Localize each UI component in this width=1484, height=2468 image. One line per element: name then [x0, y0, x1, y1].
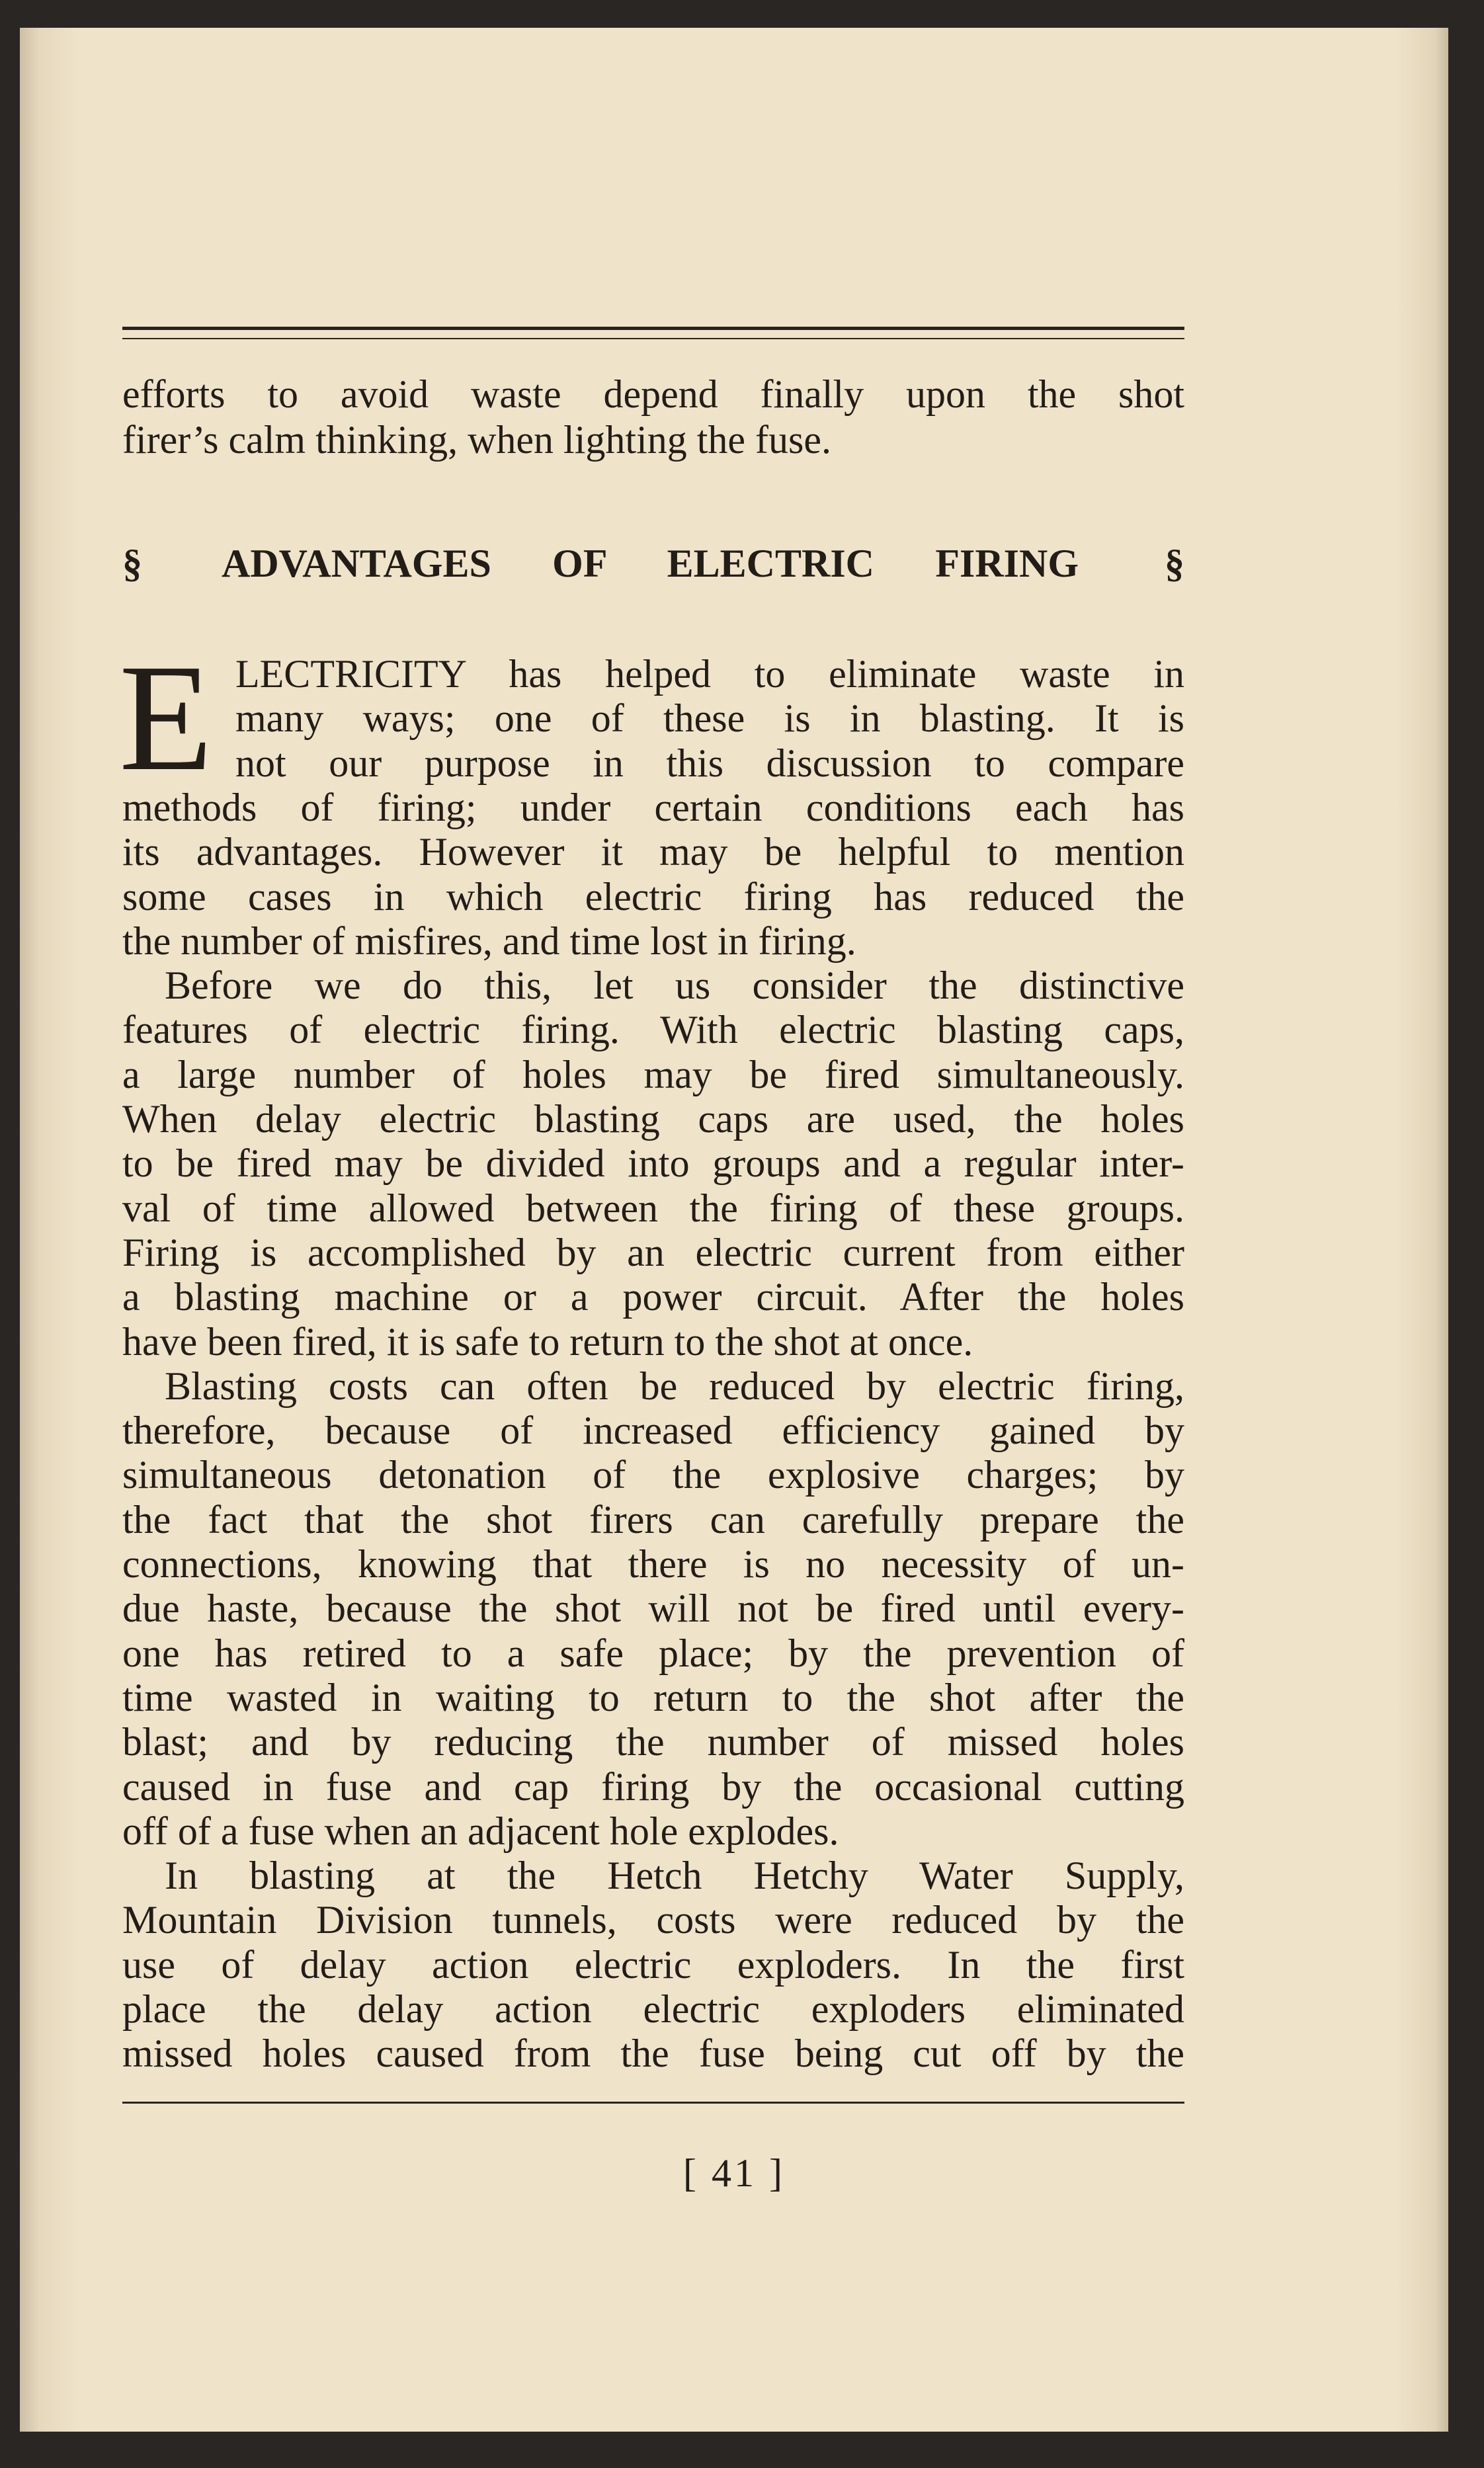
text-line: the number of misfires, and time lost in firing. [122, 919, 856, 963]
text-line: firer’s calm thinking, when lighting the fuse. [122, 418, 832, 462]
section-mark-left: § [122, 542, 142, 585]
text-line: a large number of holes may be fired simultaneously. [122, 1052, 1184, 1096]
text-line: caused in fuse and cap firing by the occasional cutting [122, 1764, 1184, 1809]
book-page [20, 28, 1448, 2432]
text-line: LECTRICITY has helped to eliminate waste in [235, 652, 1184, 696]
text-line: val of time allowed between the firing of these groups. [122, 1186, 1184, 1230]
text-line: connections, knowing that there is no necessity of un- [122, 1542, 1184, 1586]
text-line: not our purpose in this discussion to compare [235, 741, 1184, 785]
text-line: simultaneous detonation of the explosive charges; by [122, 1453, 1184, 1497]
page-number: [ 41 ] [683, 2151, 785, 2195]
section-title: ADVANTAGES OF ELECTRIC FIRING [222, 542, 1079, 585]
text-line: to be fired may be divided into groups and a regular inter- [122, 1141, 1184, 1186]
header-double-rule [122, 327, 1184, 339]
text-line: the fact that the shot firers can carefully prepare the [122, 1497, 1184, 1542]
text-line: methods of firing; under certain conditions each has [122, 785, 1184, 829]
text-line: Before we do this, let us consider the distinctive [165, 964, 1184, 1008]
text-line: place the delay action electric exploders eliminated [122, 1987, 1184, 2031]
text-line: features of electric firing. With electric blasting caps, [122, 1008, 1184, 1052]
text-line: some cases in which electric firing has reduced the [122, 874, 1184, 919]
footer-rule [122, 2102, 1184, 2104]
text-line: have been fired, it is safe to return to the shot at once. [122, 1319, 973, 1364]
text-line: In blasting at the Hetch Hetchy Water Supply, [165, 1854, 1184, 1898]
text-line: one has retired to a safe place; by the prevention of [122, 1631, 1184, 1675]
text-line: many ways; one of these is in blasting. It is [235, 696, 1184, 741]
text-line: Blasting costs can often be reduced by electric firing, [165, 1364, 1184, 1408]
section-heading [122, 540, 1184, 587]
text-line: use of delay action electric exploders. In the first [122, 1942, 1184, 1987]
section-mark-right: § [1165, 542, 1184, 585]
text-line: a blasting machine or a power circuit. After the holes [122, 1275, 1184, 1319]
text-line: Firing is accomplished by an electric current from either [122, 1230, 1184, 1274]
text-line: off of a fuse when an adjacent hole explodes. [122, 1809, 839, 1853]
text-line: time wasted in waiting to return to the shot after the [122, 1675, 1184, 1719]
text-line: therefore, because of increased efficiency gained by [122, 1409, 1184, 1453]
drop-cap: E [119, 633, 213, 803]
text-line: efforts to avoid waste depend finally upon the shot [122, 372, 1184, 416]
text-line: due haste, because the shot will not be fired until every- [122, 1586, 1184, 1631]
text-line: Mountain Division tunnels, costs were reduced by the [122, 1898, 1184, 1942]
text-line: missed holes caused from the fuse being cut off by the [122, 2032, 1184, 2076]
text-line: its advantages. However it may be helpful to mention [122, 830, 1184, 874]
text-line: When delay electric blasting caps are used, the holes [122, 1097, 1184, 1141]
text-line: blast; and by reducing the number of missed holes [122, 1720, 1184, 1764]
